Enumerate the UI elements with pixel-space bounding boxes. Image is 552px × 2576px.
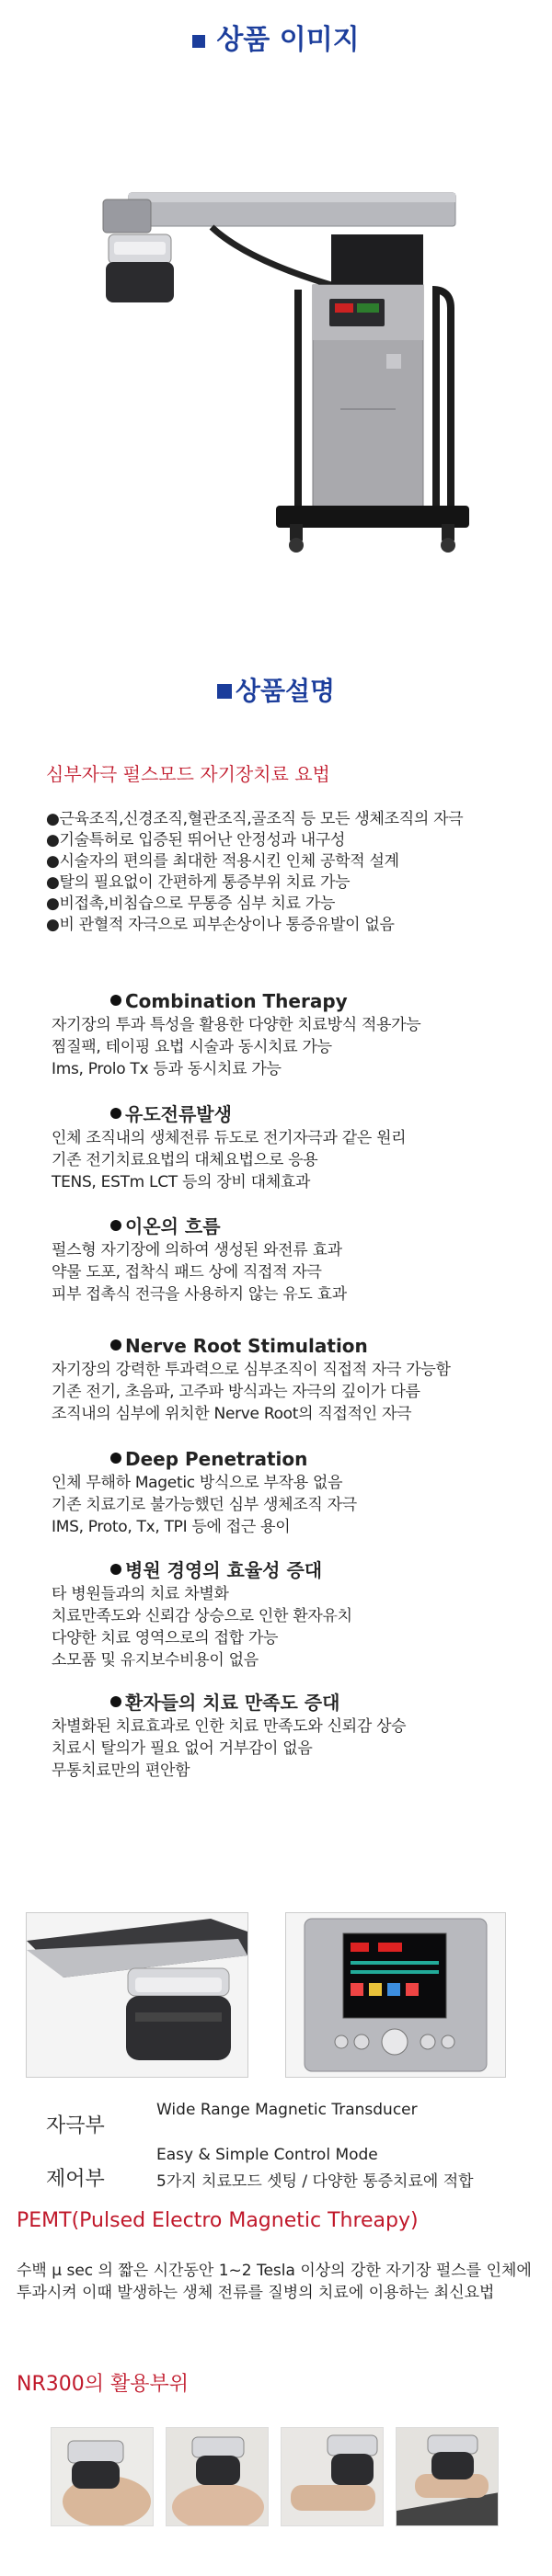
usage-photo-lower-back	[166, 2427, 269, 2526]
usage-photo-shoulder	[51, 2427, 154, 2526]
feature-line: 차별화된 치료효과로 인한 치료 만족도와 신뢰감 상승	[52, 1717, 407, 1736]
spec-text-controller-1: Easy & Simple Control Mode	[156, 2146, 378, 2164]
feature-title	[110, 1690, 539, 1715]
usage-shoulder-image	[52, 2428, 154, 2526]
control-unit-photo	[285, 1912, 506, 2078]
square-bullet-icon	[192, 35, 205, 48]
bullet-item: ●근육조직,신경조직,혈관조직,골조직 등 모든 생체조직의 자극	[46, 810, 464, 828]
feature-nerve-root-stimulation	[52, 1333, 539, 1425]
bullet-item: ●탈의 필요없이 간편하게 통증부위 치료 가능	[46, 873, 351, 892]
machine-cable	[212, 227, 331, 285]
spec-text-controller-2: 5가지 치료모드 셋팅 / 다양한 통증치료에 적합	[156, 2172, 474, 2191]
product-description-heading-text: 상품설명	[235, 676, 336, 706]
transducer-closeup-image	[27, 1913, 247, 2077]
feature-line: 인체 조직내의 생체전류 듀도로 전기자극과 같은 원리	[52, 1129, 407, 1147]
product-image-heading	[0, 17, 552, 57]
bullet-item: ●비접촉,비침습으로 무통증 심부 치료 가능	[46, 895, 336, 913]
feature-title	[110, 1214, 539, 1239]
usage-photo-thigh	[396, 2427, 499, 2526]
product-description-heading	[0, 671, 552, 708]
feature-title-text: 병원 경영의 효율성 증대	[125, 1559, 323, 1581]
bullet-item: ●비 관혈적 자극으로 피부손상이나 통증유발이 없음	[46, 916, 395, 934]
pemt-title: PEMT(Pulsed Electro Magnetic Threapy)	[17, 2209, 419, 2232]
machine-arm-joint	[103, 199, 151, 233]
feature-title	[110, 1557, 539, 1583]
feature-line: 기존 전기, 초음파, 고주파 방식과는 자극의 깊이가 다름	[52, 1383, 420, 1401]
dot-bullet-icon	[110, 995, 121, 1006]
feature-line: 타 병원들과의 치료 차별화	[52, 1585, 229, 1603]
feature-title-text: Combination Therapy	[125, 990, 348, 1012]
feature-combination-therapy	[52, 988, 539, 1080]
usage-knee-image	[282, 2428, 384, 2526]
product-image-heading-text: 상품 이미지	[216, 24, 360, 56]
feature-title-text: Nerve Root Stimulation	[125, 1335, 368, 1357]
feature-line: 기존 전기치료요법의 대체요법으로 응용	[52, 1151, 318, 1169]
dot-bullet-icon	[110, 1453, 121, 1464]
feature-induced-current	[52, 1101, 539, 1193]
feature-line: 찜질팩, 테이핑 요법 시술과 동시치료 가능	[52, 1038, 332, 1056]
spec-label-controller: 제어부	[46, 2168, 105, 2191]
feature-hospital-efficiency	[52, 1557, 539, 1671]
machine-base	[276, 506, 469, 528]
usage-lower-back-image	[167, 2428, 269, 2526]
spec-label-stimulator: 자극부	[46, 2114, 105, 2137]
spec-text-stimulator: Wide Range Magnetic Transducer	[156, 2101, 418, 2119]
feature-line: 치료시 탈의가 필요 없어 거부감이 없음	[52, 1739, 313, 1758]
feature-line: IMS, Proto, Tx, TPI 등에 접근 용이	[52, 1518, 291, 1536]
transducer-closeup-photo	[26, 1912, 248, 2078]
caster-wheel	[289, 538, 304, 553]
feature-patient-satisfaction	[52, 1690, 539, 1782]
feature-line: Ims, Prolo Tx 등과 동시치료 가능	[52, 1060, 282, 1078]
machine-top-box	[331, 234, 423, 285]
feature-title-text: 유도전류발생	[125, 1103, 232, 1125]
dot-bullet-icon	[110, 1339, 121, 1351]
feature-line: 피부 접촉식 전극을 사용하지 않는 유도 효과	[52, 1285, 347, 1304]
feature-line: 인체 무해하 Magetic 방식으로 부작용 없음	[52, 1474, 343, 1492]
feature-line: 약물 도포, 접착식 패드 상에 직접적 자극	[52, 1263, 322, 1282]
feature-ion-flow	[52, 1214, 539, 1305]
feature-deep-penetration	[52, 1446, 539, 1538]
feature-title-text: 환자들의 치료 만족도 증대	[125, 1692, 340, 1714]
feature-title-text: 이온의 흐름	[125, 1215, 221, 1237]
feature-line: 치료만족도와 신뢰감 상승으로 인한 환자유치	[52, 1607, 352, 1625]
control-unit-image	[286, 1913, 505, 2077]
feature-bullet-list	[46, 809, 543, 936]
square-bullet-icon	[217, 684, 232, 699]
feature-line: 소모품 및 유지보수비용이 없음	[52, 1651, 259, 1670]
bullet-item: ●기술특허로 입증된 뛰어난 안정성과 내구성	[46, 831, 346, 849]
therapy-title: 심부자극 펄스모드 자기장치료 요법	[46, 763, 330, 785]
usage-photo-knee	[281, 2427, 384, 2526]
feature-line: 자기장의 강력한 투과력으로 심부조직이 직접적 자극 가능함	[52, 1361, 451, 1379]
feature-title	[110, 1446, 539, 1472]
nr300-usage-title: NR300의 활용부위	[17, 2373, 189, 2396]
feature-line: 다양한 치료 영역으로의 접합 가능	[52, 1629, 279, 1647]
dot-bullet-icon	[110, 1108, 121, 1119]
feature-title	[110, 988, 539, 1014]
dot-bullet-icon	[110, 1220, 121, 1231]
bullet-item: ●시술자의 편의를 최대한 적용시킨 인체 공학적 설계	[46, 852, 399, 871]
feature-title	[110, 1333, 539, 1359]
feature-title-text: Deep Penetration	[125, 1448, 308, 1470]
product-machine-image	[101, 179, 488, 584]
feature-line: 펄스형 자기장에 의하여 생성된 와전류 효과	[52, 1241, 342, 1260]
caster-wheel	[441, 538, 455, 553]
feature-line: 무통치료만의 편안함	[52, 1761, 190, 1780]
dot-bullet-icon	[110, 1564, 121, 1575]
feature-line: 조직내의 심부에 위치한 Nerve Root의 직접적인 자극	[52, 1405, 412, 1423]
usage-thigh-image	[397, 2428, 499, 2526]
feature-line: 자기장의 투과 특성을 활용한 다양한 치료방식 적용가능	[52, 1016, 421, 1034]
pemt-description: 수백 μ sec 의 짧은 시간동안 1~2 Tesla 이상의 강한 자기장 펄스를 인체에 투과시켜 이때 발생하는 생체 전류를 질병의 치료에 이용하는 최신요법	[17, 2262, 532, 2302]
control-dial	[382, 2029, 408, 2055]
dot-bullet-icon	[110, 1696, 121, 1707]
feature-line: 기존 치료기로 불가능했던 심부 생체조직 자극	[52, 1496, 357, 1514]
feature-title	[110, 1101, 539, 1127]
feature-line: TENS, ESTm LCT 등의 장비 대체효과	[52, 1173, 311, 1191]
